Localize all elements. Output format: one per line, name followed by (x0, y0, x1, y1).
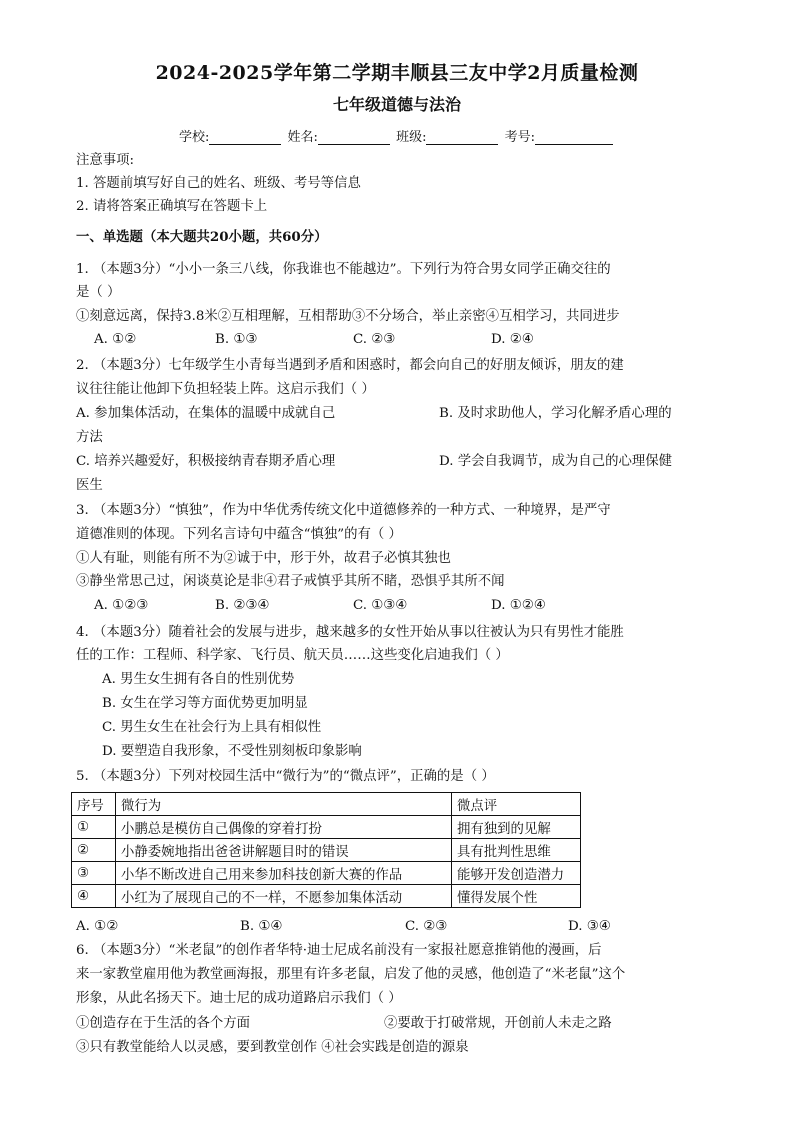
q3-stem: 3. （本题3分）“慎独”，作为中华优秀传统文化中道德修养的一种方式、一种境界，是严守 (76, 503, 611, 518)
q3-option-b[interactable]: B. ②③④ (215, 598, 270, 613)
q4-option-a[interactable]: A. 男生女生拥有各自的性别优势 (102, 672, 295, 687)
q1-option-a[interactable]: A. ①② (94, 332, 137, 347)
name-label: 姓名: (287, 130, 318, 145)
table-cell: 小静委婉地指出爸爸讲解题目时的错误 (116, 839, 452, 862)
q3-statements-2: ③静坐常思己过，闲谈莫论是非④君子戒慎乎其所不睹，恐惧乎其所不闻 (76, 574, 505, 589)
q2-option-b-cont: 方法 (76, 430, 103, 445)
exam-number-label: 考号: (504, 130, 535, 145)
section-heading: 一、单选题（本大题共20小题，共60分） (76, 229, 328, 245)
note-item: 2. 请将答案正确填写在答题卡上 (76, 199, 268, 214)
q5-option-d[interactable]: D. ③④ (568, 919, 611, 934)
q3-option-c[interactable]: C. ①③④ (353, 598, 408, 613)
q4-option-d[interactable]: D. 要塑造自我形象，不受性别刻板印象影响 (102, 744, 362, 759)
table-row (72, 839, 581, 862)
table-cell: 小红为了展现自己的不一样，不愿参加集体活动 (116, 885, 452, 908)
exam-subtitle: 七年级道德与法治 (332, 95, 461, 114)
school-blank[interactable] (209, 130, 281, 145)
q4-option-c[interactable]: C. 男生女生在社会行为上具有相似性 (102, 720, 322, 735)
q1-option-d[interactable]: D. ②④ (491, 332, 534, 347)
table-cell: ① (72, 816, 116, 839)
table-row (72, 885, 581, 908)
q6-statements-3-4: ③只有教堂能给人以灵感，要到教堂创作 ④社会实践是创造的源泉 (76, 1040, 469, 1055)
q4-option-b[interactable]: B. 女生在学习等方面优势更加明显 (102, 696, 308, 711)
q2-option-b[interactable]: B. 及时求助他人，学习化解矛盾心理的 (439, 406, 672, 421)
q5-stem: 5. （本题3分）下列对校园生活中“微行为”的“微点评”，正确的是（ ） (76, 769, 495, 784)
q6-statement-1: ①创造存在于生活的各个方面 (76, 1016, 251, 1031)
q4-stem: 4. （本题3分）随着社会的发展与进步，越来越多的女性开始从事以往被认为只有男性才能胜 (76, 625, 624, 640)
table-cell: ③ (72, 862, 116, 885)
q5-table (71, 792, 581, 908)
q2-option-a[interactable]: A. 参加集体活动，在集体的温暖中成就自己 (76, 406, 336, 421)
table-row (72, 862, 581, 885)
q1-option-c[interactable]: C. ②③ (353, 332, 396, 347)
table-cell: 具有批判性思维 (452, 839, 581, 862)
q2-stem: 2. （本题3分）七年级学生小青每当遇到矛盾和困惑时，都会向自己的好朋友倾诉，朋友的建 (76, 358, 624, 373)
table-header-cell: 序号 (72, 793, 116, 816)
note-item: 1. 答题前填写好自己的姓名、班级、考号等信息 (76, 176, 361, 191)
school-label: 学校: (179, 130, 210, 145)
q2-stem-cont: 议往往能让他卸下负担轻装上阵。这启示我们（ ） (76, 382, 375, 397)
q3-option-d[interactable]: D. ①②④ (491, 598, 546, 613)
table-cell: 小鹏总是模仿自己偶像的穿着打扮 (116, 816, 452, 839)
name-blank[interactable] (318, 130, 390, 145)
table-header-row (72, 793, 581, 816)
table-cell: 懂得发展个性 (452, 885, 581, 908)
q3-statements-1: ①人有耻，则能有所不为②诚于中，形于外，故君子必慎其独也 (76, 551, 451, 566)
table-row (72, 816, 581, 839)
class-label: 班级: (396, 130, 427, 145)
q5-option-a[interactable]: A. ①② (76, 919, 119, 934)
q3-stem-cont: 道德准则的体现。下列名言诗句中蕴含“慎独”的有（ ） (76, 527, 402, 542)
q2-option-c[interactable]: C. 培养兴趣爱好，积极接纳青春期矛盾心理 (76, 454, 336, 469)
q6-stem: 6. （本题3分）“米老鼠”的创作者华特·迪士尼成名前没有一家报社愿意推销他的漫画，后 (76, 943, 602, 958)
q1-option-b[interactable]: B. ①③ (215, 332, 258, 347)
q6-stem-cont: 形象，从此名扬天下。迪士尼的成功道路启示我们（ ） (76, 991, 402, 1006)
q2-option-d[interactable]: D. 学会自我调节，成为自己的心理保健 (439, 454, 673, 469)
q3-option-a[interactable]: A. ①②③ (94, 598, 149, 613)
exam-title: 2024-2025学年第二学期丰顺县三友中学2月质量检测 (155, 62, 639, 84)
q1-stem: 1. （本题3分）“小小一条三八线，你我谁也不能越边”。下列行为符合男女同学正确交往的 (76, 262, 611, 277)
table-cell: ④ (72, 885, 116, 908)
q1-statements: ①刻意远离，保持3.8米②互相理解，互相帮助③不分场合，举止亲密④互相学习，共同进步 (76, 309, 620, 324)
table-cell: ② (72, 839, 116, 862)
q4-stem-cont: 任的工作：工程师、科学家、飞行员、航天员……这些变化启迪我们（ ） (76, 648, 509, 663)
notes-heading: 注意事项: (76, 153, 135, 168)
q6-stem-cont: 来一家教堂雇用他为教堂画海报，那里有许多老鼠，启发了他的灵感，他创造了“米老鼠”这个 (76, 967, 626, 982)
table-header-cell: 微行为 (116, 793, 452, 816)
q5-option-b[interactable]: B. ①④ (240, 919, 283, 934)
q1-stem-cont: 是（ ） (76, 285, 121, 300)
student-info-fields (0, 126, 794, 145)
table-header-cell: 微点评 (452, 793, 581, 816)
q5-option-c[interactable]: C. ②③ (405, 919, 448, 934)
table-cell: 能够开发创造潜力 (452, 862, 581, 885)
class-blank[interactable] (426, 130, 498, 145)
exam-number-blank[interactable] (535, 130, 613, 145)
table-cell: 小华不断改进自己用来参加科技创新大赛的作品 (116, 862, 452, 885)
q2-option-d-cont: 医生 (76, 478, 103, 493)
table-cell: 拥有独到的见解 (452, 816, 581, 839)
q6-statement-2: ②要敢于打破常规，开创前人未走之路 (384, 1016, 612, 1031)
